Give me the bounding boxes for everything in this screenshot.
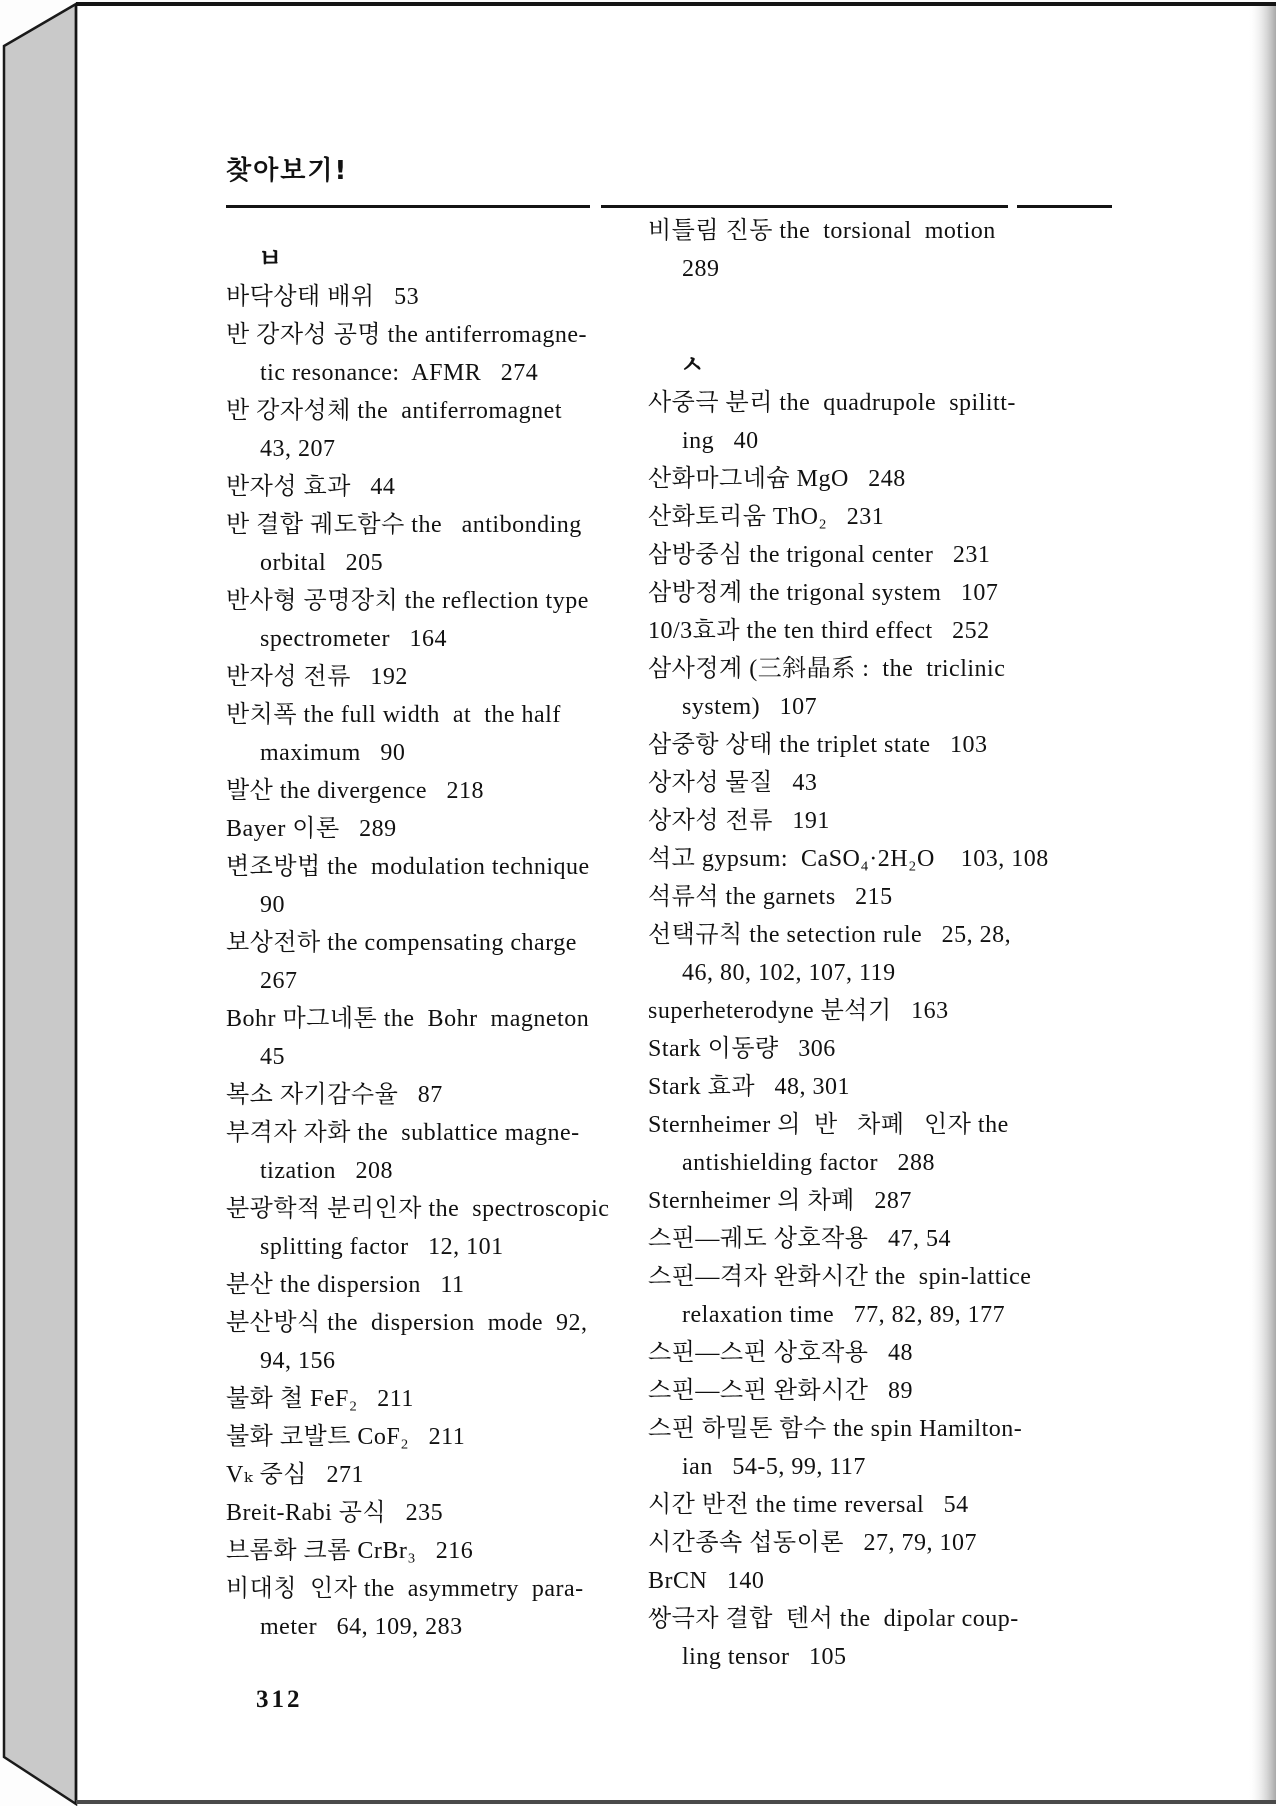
section-letter: ㅅ — [680, 350, 705, 379]
index-line: 스핀—격자 완화시간 the spin-lattice — [648, 1264, 1032, 1290]
index-line: Vₖ 중심 271 — [226, 1462, 364, 1488]
header-rule-segment — [601, 205, 1008, 208]
header-rule-segment — [1017, 205, 1112, 208]
index-line: 비대칭 인자 the asymmetry para- — [226, 1576, 584, 1602]
index-column-left — [226, 240, 609, 1646]
index-line: 스핀—스핀 완화시간 89 — [648, 1378, 913, 1404]
index-line: 반자성 효과 44 — [226, 474, 396, 500]
index-line: 삼중항 상태 the triplet state 103 — [648, 732, 988, 758]
index-line: meter 64, 109, 283 — [260, 1614, 463, 1640]
index-line: 삼방중심 the trigonal center 231 — [648, 542, 991, 568]
page-stack-edge — [4, 4, 76, 1804]
index-line: BrCN 140 — [648, 1568, 765, 1594]
index-line: Sternheimer 의 차폐 287 — [648, 1188, 912, 1214]
index-line: splitting factor 12, 101 — [260, 1234, 504, 1260]
index-line: 상자성 전류 191 — [648, 808, 830, 834]
index-line: 석류석 the garnets 215 — [648, 884, 893, 910]
index-line: antishielding factor 288 — [682, 1150, 935, 1176]
index-line: tic resonance: AFMR 274 — [260, 360, 539, 386]
index-line: 반 강자성체 the antiferromagnet — [226, 398, 562, 424]
index-line: 10/3효과 the ten third effect 252 — [648, 618, 990, 644]
index-line: 산화마그네슘 MgO 248 — [648, 466, 906, 492]
index-column-right — [648, 212, 1049, 1676]
index-line: 불화 철 FeF₂ 211 — [226, 1386, 414, 1412]
index-line: 시간 반전 the time reversal 54 — [648, 1492, 969, 1518]
index-line: spectrometer 164 — [260, 626, 447, 652]
index-line: Sternheimer 의 반 차폐 인자 the — [648, 1112, 1009, 1138]
index-line: 석고 gypsum: CaSO₄·2H₂O 103, 108 — [648, 846, 1049, 872]
index-line: 스핀—궤도 상호작용 47, 54 — [648, 1226, 951, 1252]
index-line: Stark 효과 48, 301 — [648, 1074, 851, 1100]
index-line: 반치폭 the full width at the half — [226, 702, 561, 728]
index-line: 상자성 물질 43 — [648, 770, 818, 796]
index-line: 분광학적 분리인자 the spectroscopic — [226, 1196, 610, 1222]
index-line: 반자성 전류 192 — [226, 664, 408, 690]
index-line: 브롬화 크롬 CrBr₃ 216 — [226, 1538, 474, 1564]
index-line: 46, 80, 102, 107, 119 — [682, 960, 896, 986]
index-line: 바닥상태 배위 53 — [226, 284, 420, 310]
index-line: 반 결합 궤도함수 the antibonding — [226, 512, 582, 538]
index-line: 반사형 공명장치 the reflection type — [226, 588, 589, 614]
index-line: 90 — [260, 892, 285, 918]
index-line: 복소 자기감수율 87 — [226, 1082, 443, 1108]
index-line: 발산 the divergence 218 — [226, 778, 485, 804]
index-line: 보상전하 the compensating charge — [226, 930, 577, 956]
column-spacer — [648, 288, 1049, 346]
index-line: 쌍극자 결합 텐서 the dipolar coup- — [648, 1606, 1019, 1632]
index-line: 43, 207 — [260, 436, 336, 462]
index-line: 삼방정계 the trigonal system 107 — [648, 580, 999, 606]
page-right-shadow — [1248, 6, 1276, 1800]
index-line: 267 — [260, 968, 298, 994]
index-line: 비틀림 진동 the torsional motion — [648, 218, 996, 244]
index-line: 사중극 분리 the quadrupole spilitt- — [648, 390, 1016, 416]
index-line: tization 208 — [260, 1158, 393, 1184]
index-line: 변조방법 the modulation technique — [226, 854, 590, 880]
index-line: 시간종속 섭동이론 27, 79, 107 — [648, 1530, 977, 1556]
index-line: 선택규칙 the setection rule 25, 28, — [648, 922, 1012, 948]
index-line: 45 — [260, 1044, 285, 1070]
index-line: Stark 이동량 306 — [648, 1036, 836, 1062]
index-line: orbital 205 — [260, 550, 384, 576]
index-line: relaxation time 77, 82, 89, 177 — [682, 1302, 1006, 1328]
index-line: 94, 156 — [260, 1348, 336, 1374]
index-line: ian 54-5, 99, 117 — [682, 1454, 866, 1480]
index-line: system) 107 — [682, 694, 818, 720]
index-line: maximum 90 — [260, 740, 406, 766]
index-line: superheterodyne 분석기 163 — [648, 998, 949, 1024]
index-line: 분산 the dispersion 11 — [226, 1272, 465, 1298]
index-line: 삼사정계 (三斜晶系 : the triclinic — [648, 656, 1006, 682]
index-line: Bayer 이론 289 — [226, 816, 397, 842]
page-number: 312 — [256, 1686, 303, 1713]
section-letter: ㅂ — [258, 244, 283, 273]
page-title: 찾아보기! — [226, 156, 349, 186]
index-line: ing 40 — [682, 428, 759, 454]
header-rule-segment — [226, 205, 590, 208]
index-line: 스핀—스핀 상호작용 48 — [648, 1340, 913, 1366]
index-line: Breit-Rabi 공식 235 — [226, 1500, 444, 1526]
index-line: 스핀 하밀톤 함수 the spin Hamilton- — [648, 1416, 1023, 1442]
index-line: 산화토리움 ThO₂ 231 — [648, 504, 885, 530]
index-line: ling tensor 105 — [682, 1644, 847, 1670]
index-line: 부격자 자화 the sublattice magne- — [226, 1120, 580, 1146]
index-line: 반 강자성 공명 the antiferromagne- — [226, 322, 588, 348]
index-line: 289 — [682, 256, 720, 282]
index-line: 불화 코발트 CoF₂ 211 — [226, 1424, 466, 1450]
index-line: 분산방식 the dispersion mode 92, — [226, 1310, 588, 1336]
index-line: Bohr 마그네톤 the Bohr magneton — [226, 1006, 590, 1032]
